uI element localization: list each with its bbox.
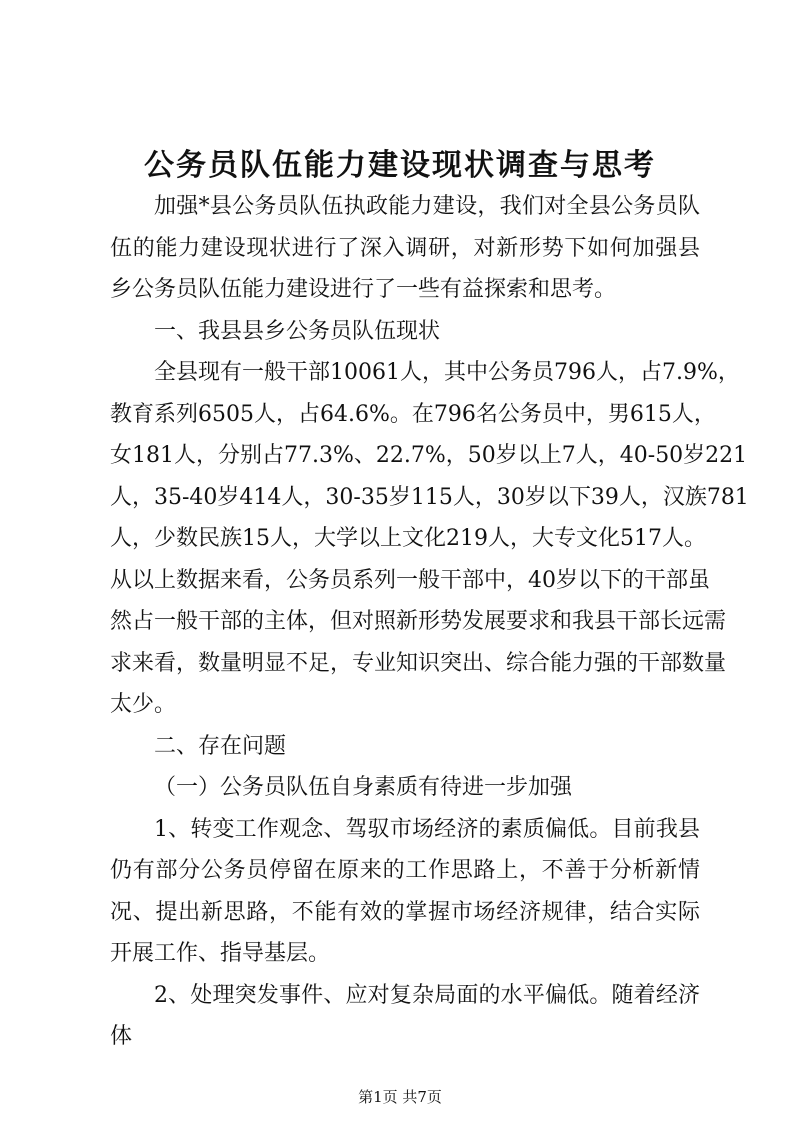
stats-line: 全县现有一般干部10061人，其中公务员796人，占7.9%， [110,360,740,385]
point-1-paragraph: 1、转变工作观念、驾驭市场经济的素质偏低。目前我县仍有部分公务员停留在原来的工作思路上，不善于分析新情况、提出新思路，不能有效的掌握市场经济规律，结合实际开展工作、指导基层。 [110,816,700,966]
stats-line: 人，35-40岁414人，30-35岁115人，30岁以下39人，汉族781 [110,484,749,510]
intro-paragraph: 加强*县公务员队伍执政能力建设，我们对全县公务员队伍的能力建设现状进行了深入调研，对新形势下如何加强县乡公务员队伍能力建设进行了一些有益探索和思考。 [110,194,700,302]
section-heading-2: 二、存在问题 [154,733,287,759]
stats-line: 然占一般干部的主体，但对照新形势发展要求和我县干部长远需 [110,609,727,634]
stats-paragraph [110,352,749,726]
document-title: 公务员队伍能力建设现状调查与思考 [144,148,656,183]
stats-line: 太少。 [110,692,177,717]
stats-line: 从以上数据来看，公务员系列一般干部中，40岁以下的干部虽 [110,567,710,593]
subsection-heading: （一）公务员队伍自身素质有待进一步加强 [154,775,573,800]
point-2-paragraph: 2、处理突发事件、应对复杂局面的水平偏低。随着经济体 [110,982,700,1049]
section-heading-1: 一、我县县乡公务员队伍现状 [154,318,441,344]
stats-line: 教育系列6505人，占64.6%。在796名公务员中，男615人， [110,401,716,427]
stats-line: 女181人，分别占77.3%、22.7%，50岁以上7人，40-50岁221 [110,443,748,468]
stats-line: 求来看，数量明显不足，专业知识突出、综合能力强的干部数量 [110,650,727,676]
document-body [110,186,749,1058]
stats-line: 人，少数民族15人，大学以上文化219人，大专文化517人。 [110,526,706,551]
page-number: 第1页 共7页 [358,1088,442,1106]
